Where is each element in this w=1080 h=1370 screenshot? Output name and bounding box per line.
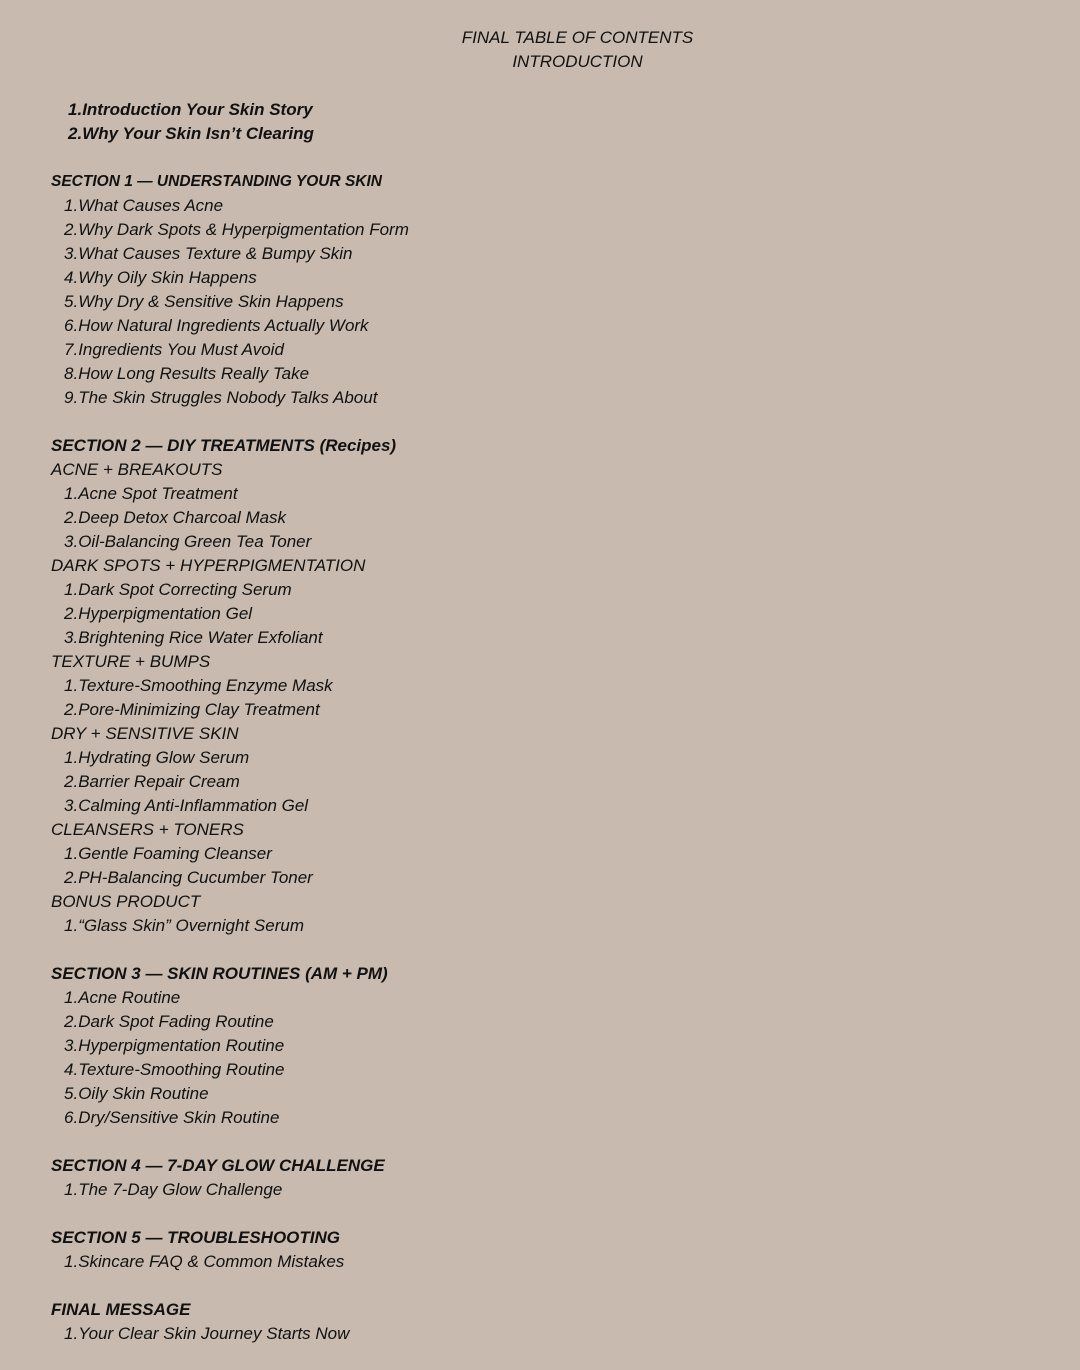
item-number: 1.: [64, 1324, 79, 1343]
item-number: 1.: [68, 100, 83, 119]
item-number: 1.: [64, 484, 79, 503]
item-label: PH-Balancing Cucumber Toner: [78, 868, 313, 887]
list-item: [51, 1250, 751, 1274]
item-label: Texture-Smoothing Routine: [78, 1060, 285, 1079]
item-label: How Long Results Really Take: [78, 364, 310, 383]
item-number: 5.: [64, 292, 79, 311]
list-item: [51, 1034, 751, 1058]
item-number: 3.: [64, 1036, 79, 1055]
section-title: SECTION 3 — SKIN ROUTINES (AM + PM): [51, 964, 388, 983]
item-number: 8.: [64, 364, 79, 383]
list-item: [51, 1010, 751, 1034]
group-title: BONUS PRODUCT: [51, 892, 201, 911]
item-number: 6.: [64, 316, 79, 335]
list-item: [51, 674, 751, 698]
item-number: 2.: [68, 124, 83, 143]
group-title: ACNE + BREAKOUTS: [51, 460, 223, 479]
list-item: [51, 842, 751, 866]
list-item: [51, 914, 751, 938]
intro-list: [68, 98, 314, 146]
item-label: Dark Spot Correcting Serum: [78, 580, 292, 599]
section-5: [51, 1226, 751, 1274]
item-number: 2.: [64, 220, 79, 239]
item-number: 4.: [64, 268, 79, 287]
list-item: [51, 482, 751, 506]
item-number: 1.: [64, 1252, 79, 1271]
group-title: TEXTURE + BUMPS: [51, 652, 211, 671]
list-item: [51, 218, 751, 242]
item-label: Deep Detox Charcoal Mask: [78, 508, 287, 527]
group-title: CLEANSERS + TONERS: [51, 820, 244, 839]
item-number: 3.: [64, 796, 79, 815]
document-header: [0, 26, 1080, 74]
list-item: [51, 770, 751, 794]
item-label: Oil-Balancing Green Tea Toner: [78, 532, 312, 551]
toc-body: [51, 170, 751, 1370]
list-item: [51, 578, 751, 602]
list-item: [51, 506, 751, 530]
section-title: SECTION 1 — UNDERSTANDING YOUR SKIN: [51, 173, 382, 190]
item-label: Why Dry & Sensitive Skin Happens: [78, 292, 344, 311]
section-title: FINAL MESSAGE: [51, 1300, 191, 1319]
item-number: 1.: [64, 916, 79, 935]
item-number: 2.: [64, 772, 79, 791]
section-4: [51, 1154, 751, 1202]
list-item: [51, 242, 751, 266]
list-item: [51, 746, 751, 770]
item-label: Skincare FAQ & Common Mistakes: [78, 1252, 345, 1271]
item-number: 1.: [64, 196, 79, 215]
item-label: Why Oily Skin Happens: [78, 268, 257, 287]
list-item: [51, 530, 751, 554]
list-item: [51, 386, 751, 410]
item-number: 1.: [64, 580, 79, 599]
list-item: [51, 362, 751, 386]
item-label: The 7-Day Glow Challenge: [78, 1180, 283, 1199]
item-label: Ingredients You Must Avoid: [78, 340, 284, 359]
item-number: 1.: [64, 1180, 79, 1199]
item-label: Why Your Skin Isn’t Clearing: [82, 124, 314, 143]
item-label: What Causes Acne: [78, 196, 224, 215]
list-item: [51, 794, 751, 818]
group-title: DRY + SENSITIVE SKIN: [51, 724, 239, 743]
item-label: Hydrating Glow Serum: [78, 748, 250, 767]
list-item: [51, 1058, 751, 1082]
item-label: Brightening Rice Water Exfoliant: [78, 628, 323, 647]
list-item: [51, 1178, 751, 1202]
list-item: [51, 602, 751, 626]
intro-item-2: [68, 122, 314, 146]
item-label: Gentle Foaming Cleanser: [78, 844, 272, 863]
item-number: 2.: [64, 508, 79, 527]
item-number: 2.: [64, 868, 79, 887]
item-number: 2.: [64, 604, 79, 623]
item-number: 6.: [64, 1108, 79, 1127]
list-item: [51, 266, 751, 290]
page-title: FINAL TABLE OF CONTENTS: [461, 28, 694, 47]
intro-item-1: [68, 98, 314, 122]
section-title: SECTION 2 — DIY TREATMENTS (Recipes): [51, 436, 397, 455]
item-label: Dark Spot Fading Routine: [78, 1012, 274, 1031]
item-number: 3.: [64, 244, 79, 263]
item-label: The Skin Struggles Nobody Talks About: [78, 388, 378, 407]
section-3: [51, 962, 751, 1130]
group-title: DARK SPOTS + HYPERPIGMENTATION: [51, 556, 366, 575]
list-item: [51, 1082, 751, 1106]
list-item: [51, 1322, 751, 1346]
item-label: Acne Routine: [78, 988, 181, 1007]
item-label: Why Dark Spots & Hyperpigmentation Form: [78, 220, 409, 239]
item-label: Hyperpigmentation Gel: [78, 604, 253, 623]
item-number: 2.: [64, 1012, 79, 1031]
list-item: [51, 986, 751, 1010]
item-number: 4.: [64, 1060, 79, 1079]
section-2: [51, 434, 751, 938]
item-label: Barrier Repair Cream: [78, 772, 240, 791]
item-number: 7.: [64, 340, 79, 359]
item-label: Acne Spot Treatment: [78, 484, 238, 503]
item-number: 1.: [64, 988, 79, 1007]
item-label: Pore-Minimizing Clay Treatment: [78, 700, 320, 719]
list-item: [51, 626, 751, 650]
list-item: [51, 314, 751, 338]
list-item: [51, 1106, 751, 1130]
section-1: [51, 170, 751, 410]
section-final-message: [51, 1298, 751, 1346]
list-item: [51, 194, 751, 218]
item-number: 9.: [64, 388, 79, 407]
item-label: Dry/Sensitive Skin Routine: [78, 1108, 280, 1127]
list-item: [51, 866, 751, 890]
list-item: [51, 338, 751, 362]
item-number: 3.: [64, 532, 79, 551]
item-number: 3.: [64, 628, 79, 647]
item-label: “Glass Skin” Overnight Serum: [78, 916, 304, 935]
item-number: 5.: [64, 1084, 79, 1103]
item-label: Hyperpigmentation Routine: [78, 1036, 285, 1055]
item-label: Calming Anti-Inflammation Gel: [78, 796, 309, 815]
item-number: 1.: [64, 844, 79, 863]
item-number: 1.: [64, 676, 79, 695]
item-label: Introduction Your Skin Story: [82, 100, 313, 119]
item-label: How Natural Ingredients Actually Work: [78, 316, 369, 335]
section-title: SECTION 4 — 7-DAY GLOW CHALLENGE: [51, 1156, 385, 1175]
page-subtitle: INTRODUCTION: [512, 52, 643, 71]
item-label: Texture-Smoothing Enzyme Mask: [78, 676, 333, 695]
item-label: What Causes Texture & Bumpy Skin: [78, 244, 353, 263]
item-label: Your Clear Skin Journey Starts Now: [78, 1324, 350, 1343]
list-item: [51, 290, 751, 314]
section-title: SECTION 5 — TROUBLESHOOTING: [51, 1228, 341, 1247]
item-number: 1.: [64, 748, 79, 767]
item-label: Oily Skin Routine: [78, 1084, 209, 1103]
item-number: 2.: [64, 700, 79, 719]
list-item: [51, 698, 751, 722]
